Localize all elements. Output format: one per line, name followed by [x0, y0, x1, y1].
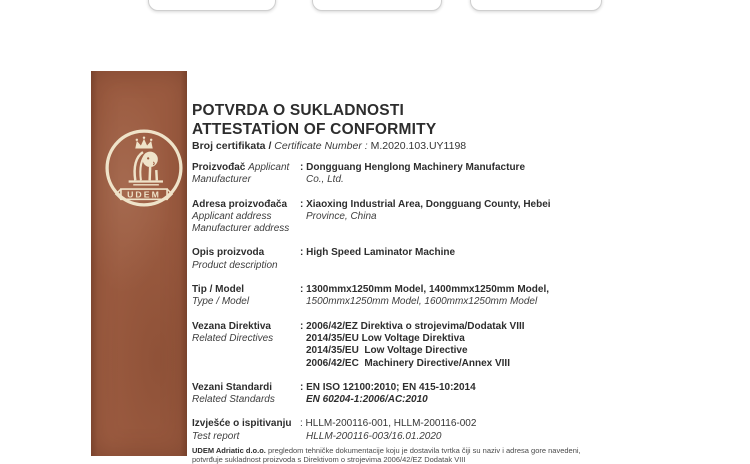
field-label: Adresa proizvođača Applicant address Manufacturer address — [192, 198, 290, 235]
field-value: : 1300mmx1250mm Model, 1400mmx1250mm Model, 1500mmx1250mm Model, 1600mmx1250mm Model — [300, 284, 550, 308]
certificate-number-colon: : — [361, 140, 371, 152]
cutoff-card-1[interactable] — [148, 0, 276, 11]
certificate-number-label-en: Certificate Number — [274, 140, 362, 152]
certificate-title-hr: POTVRDA O SUKLADNOSTI — [192, 102, 405, 119]
field-value: : HLLM-200116-001, HLLM-200116-002 HLLM-200116-003/16.01.2020 — [300, 418, 477, 442]
field-label: Opis proizvoda Product description — [192, 247, 278, 271]
field-label: Izvješće o ispitivanju Test report — [192, 418, 292, 442]
field-row-address — [192, 199, 642, 236]
field-value: : EN ISO 12100:2010; EN 415-10:2014 EN 60204-1:2006/AC:2010 — [300, 381, 476, 406]
field-value: : Xiaoxing Industrial Area, Dongguang County, Hebei Province, China — [300, 198, 551, 222]
certificate-number-line — [192, 140, 642, 153]
fine-print-issuer: UDEM Adriatic d.o.o. — [192, 446, 266, 456]
certificate-title-en: ATTESTATİON OF CONFORMITY — [192, 121, 437, 138]
certificate-number-value: M.2020.103.UY1198 — [370, 140, 467, 152]
field-label: Vezana Direktiva Related Directives — [192, 320, 274, 344]
certificate-number-label-hr: Broj certifikata — [192, 140, 266, 152]
field-row-test_report — [192, 418, 642, 443]
field-label: Proizvođač Applicant Manufacturer — [192, 162, 290, 186]
crown-icon — [135, 137, 152, 149]
fine-print-line-2: potvrđuje sukladnost proizvoda s Direktivom o strojevima 2006/42/EZ Dodatak VIII — [192, 455, 466, 464]
cutoff-card-3[interactable] — [470, 0, 602, 11]
lion-icon — [129, 152, 163, 185]
field-label: Tip / Model Type / Model — [192, 284, 250, 308]
fine-print — [192, 446, 632, 464]
field-label: Vezani Standardi Related Standards — [192, 381, 275, 406]
field-row-directives — [192, 321, 642, 370]
field-value: : Dongguang Henglong Machinery Manufacture Co., Ltd. — [300, 162, 526, 186]
certificate-number-separator: / — [265, 140, 275, 152]
udem-logo-text: UDEM — [127, 189, 161, 200]
field-value: : High Speed Laminator Machine — [300, 247, 456, 259]
fine-print-line-1: UDEM Adriatic d.o.o. pregledom tehničke dokumentacije koju je dostavila tvrtka čiji su naziv i adresa gore navedeni, — [192, 446, 581, 456]
certificate-fields — [192, 162, 642, 443]
field-row-model — [192, 284, 642, 309]
field-value: : 2006/42/EZ Direktiva o strojevima/Dodatak VIII 2014/35/EU Low Voltage Direktiva 2014/35/EU Low Voltage Directive 2006/42/EC Machinery Directive/Annex VIII — [300, 320, 525, 369]
certificate-brand-stripe — [91, 71, 187, 456]
field-row-product — [192, 247, 642, 272]
cutoff-card-2[interactable] — [312, 0, 442, 11]
udem-logo — [103, 127, 185, 209]
field-row-manufacturer — [192, 162, 642, 187]
certificate-body — [192, 101, 642, 464]
field-row-standards — [192, 382, 642, 407]
